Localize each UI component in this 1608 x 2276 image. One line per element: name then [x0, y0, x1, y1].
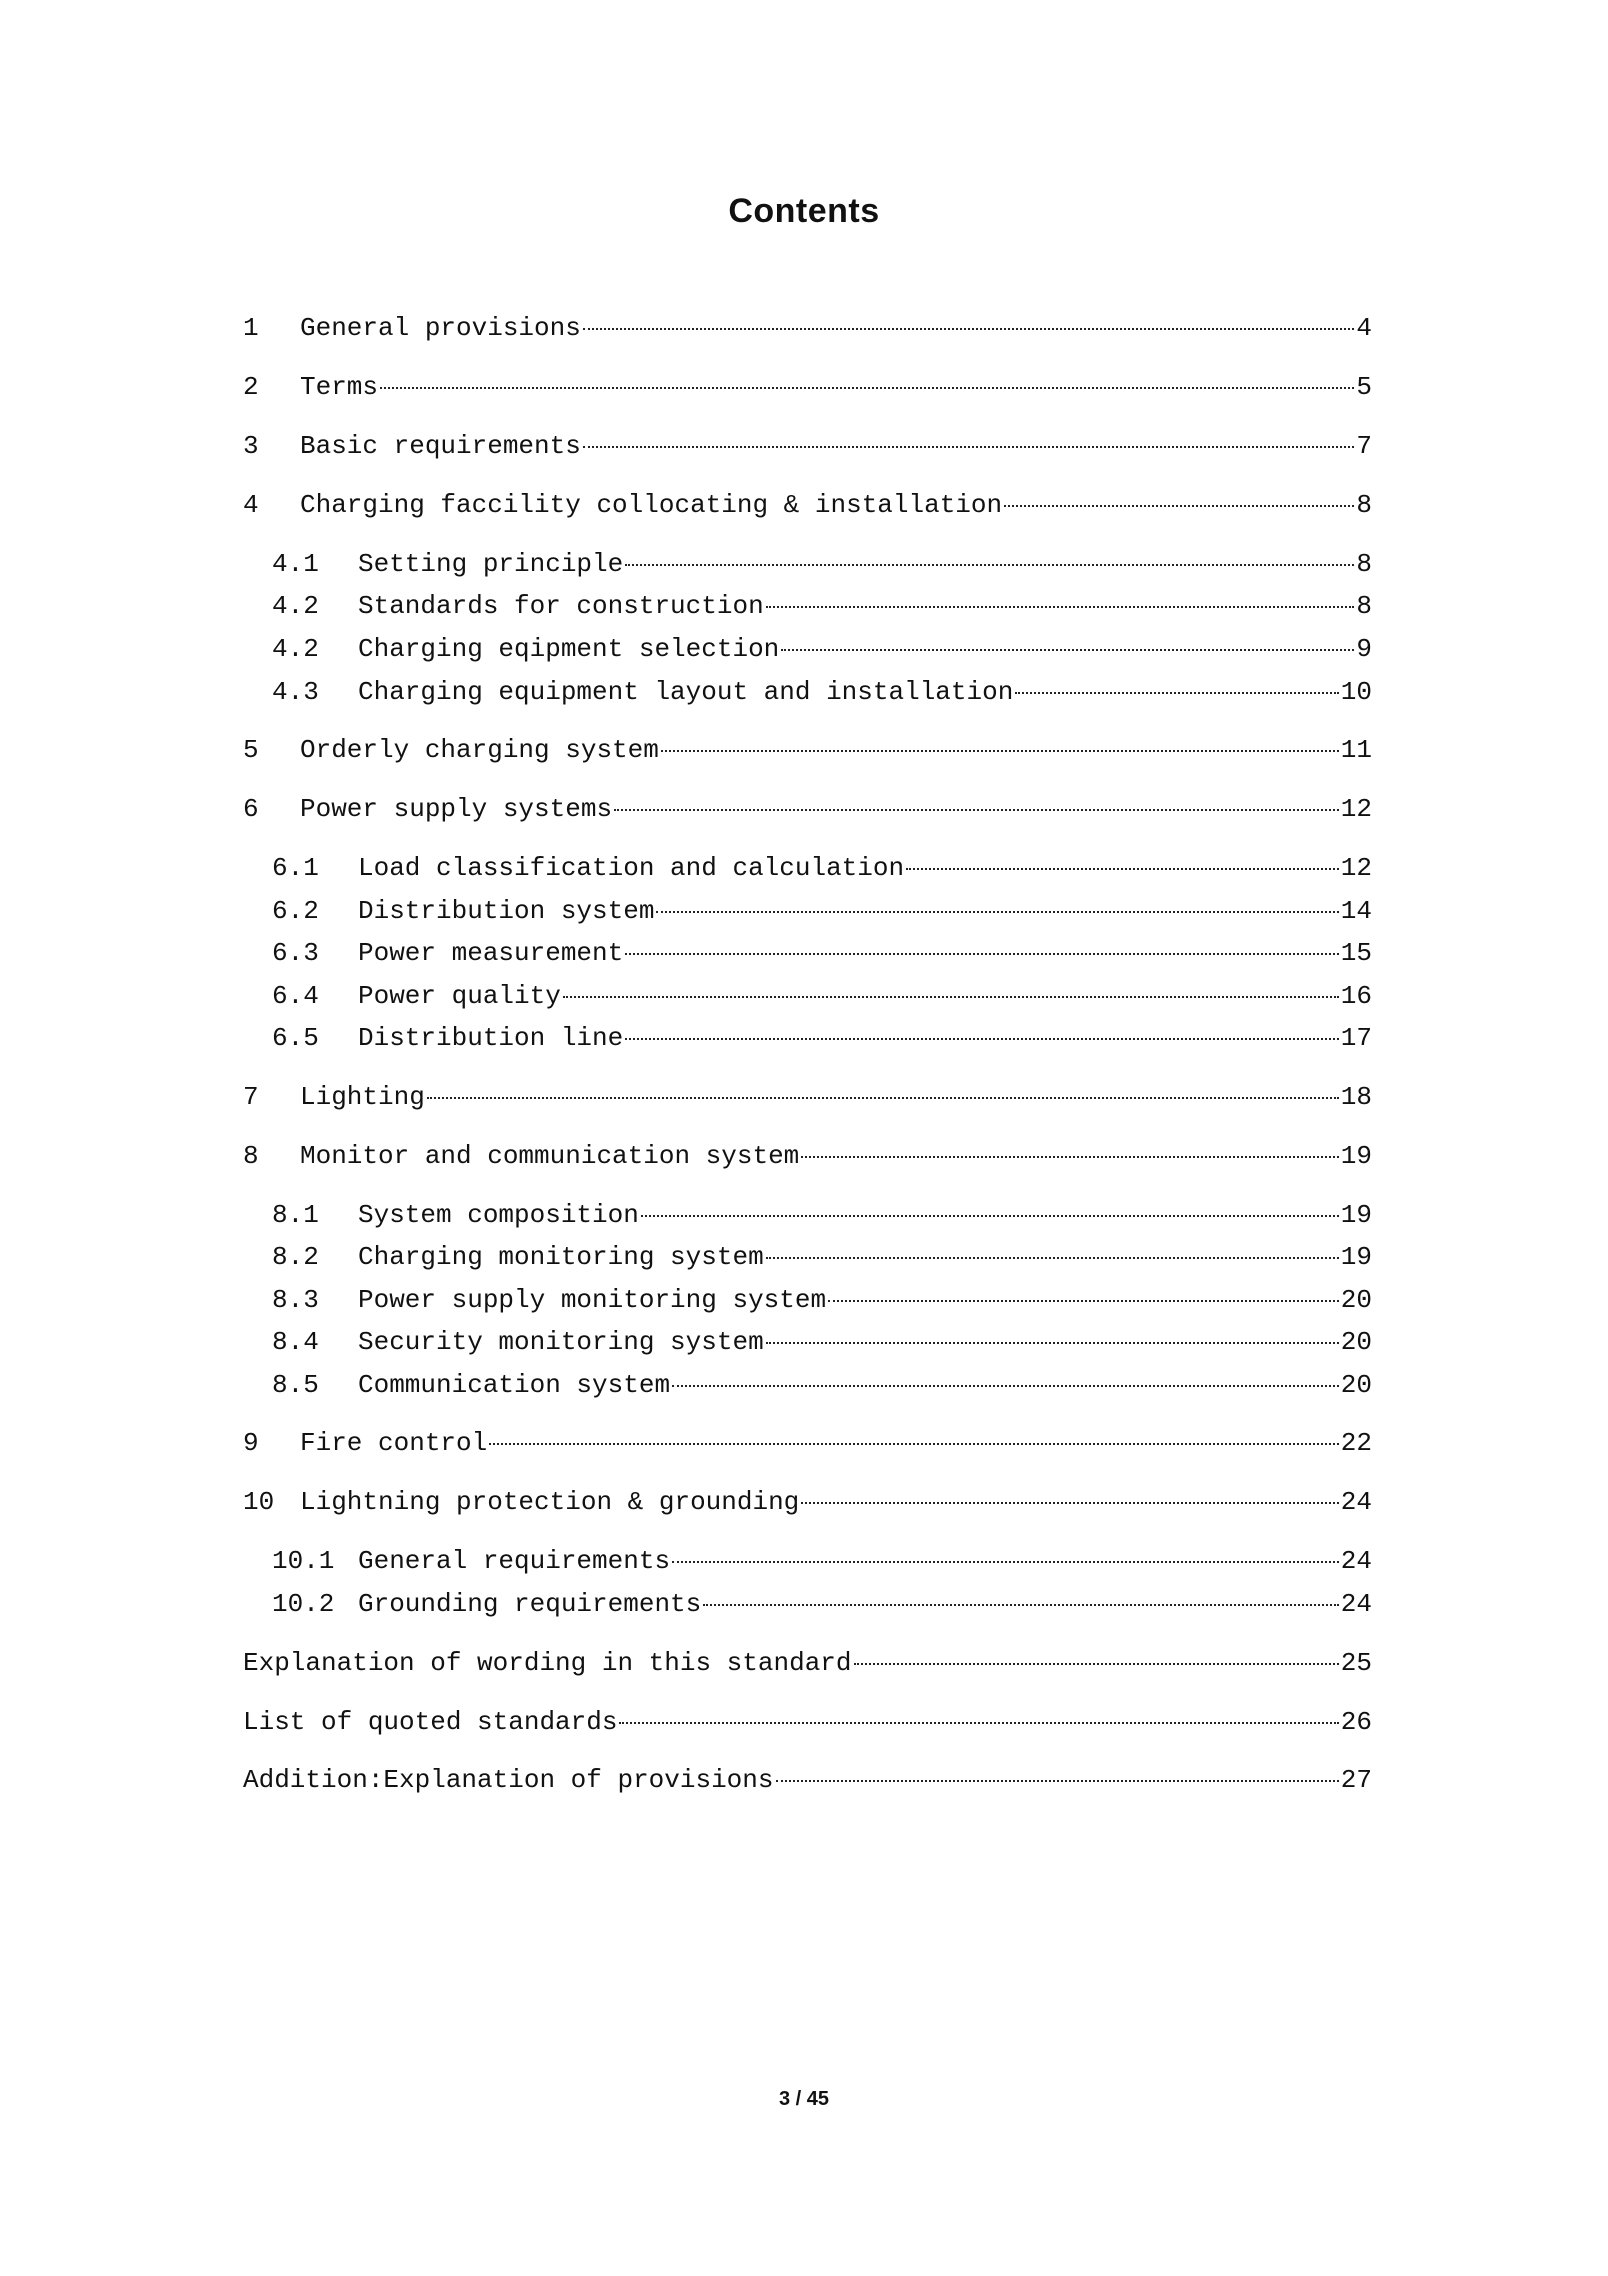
toc-entry-page: 24 — [1340, 1487, 1372, 1517]
toc-entry-label: Power supply monitoring system — [358, 1285, 827, 1315]
dot-leader — [766, 606, 1355, 608]
page-number: 3 / 45 — [778, 2088, 830, 2110]
dot-leader — [801, 1502, 1339, 1504]
dot-leader — [625, 1038, 1339, 1040]
toc-entry-page: 16 — [1340, 981, 1372, 1011]
page-title: Contents — [728, 192, 880, 230]
toc-entry-label: Orderly charging system — [300, 735, 659, 765]
toc-entry-page: 5 — [1356, 372, 1372, 402]
toc-entry-page: 14 — [1340, 896, 1372, 926]
toc-entry-quoted-standards[interactable] — [243, 1705, 1372, 1739]
toc-entry-number: 10.2 — [272, 1589, 335, 1619]
dot-leader — [781, 649, 1354, 651]
toc-entry-4-2b[interactable] — [272, 632, 1372, 666]
toc-entry-label: Power measurement — [358, 938, 624, 968]
toc-entry-8-1[interactable] — [272, 1198, 1372, 1232]
dot-leader — [427, 1097, 1339, 1099]
toc-entry-number: 6.2 — [272, 896, 319, 926]
toc-entry-number: 1 — [243, 313, 259, 343]
toc-entry-page: 18 — [1340, 1082, 1372, 1112]
dot-leader — [776, 1780, 1339, 1782]
toc-entry-number: 8 — [243, 1141, 259, 1171]
toc-entry-3[interactable] — [243, 429, 1372, 463]
toc-entry-label: Basic requirements — [300, 431, 581, 461]
toc-entry-6-4[interactable] — [272, 979, 1372, 1013]
dot-leader — [380, 387, 1354, 389]
toc-entry-number: 8.4 — [272, 1327, 319, 1357]
toc-entry-10-1[interactable] — [272, 1544, 1372, 1578]
toc-entry-8-5[interactable] — [272, 1368, 1372, 1402]
toc-entry-label: Explanation of wording in this standard — [243, 1648, 852, 1678]
toc-entry-label: Terms — [300, 372, 379, 402]
toc-entry-number: 4.2 — [272, 634, 319, 664]
toc-entry-label: Fire control — [300, 1428, 488, 1458]
dot-leader — [614, 809, 1339, 811]
toc-entry-4-3[interactable] — [272, 675, 1372, 709]
toc-entry-page: 20 — [1340, 1285, 1372, 1315]
toc-entry-page: 9 — [1356, 634, 1372, 664]
dot-leader — [828, 1300, 1339, 1302]
dot-leader — [801, 1156, 1339, 1158]
toc-entry-number: 7 — [243, 1082, 259, 1112]
dot-leader — [1004, 505, 1354, 507]
dot-leader — [656, 911, 1338, 913]
toc-entry-label: Monitor and communication system — [300, 1141, 800, 1171]
dot-leader — [625, 953, 1339, 955]
toc-entry-page: 26 — [1340, 1707, 1372, 1737]
toc-entry-label: Security monitoring system — [358, 1327, 764, 1357]
toc-entry-6-2[interactable] — [272, 894, 1372, 928]
toc-entry-label: System composition — [358, 1200, 639, 1230]
toc-entry-label: Standards for construction — [358, 591, 764, 621]
toc-entry-label: Charging eqipment selection — [358, 634, 780, 664]
toc-entry-number: 6.5 — [272, 1023, 319, 1053]
toc-entry-label: General requirements — [358, 1546, 671, 1576]
toc-entry-number: 4.2 — [272, 591, 319, 621]
toc-entry-number: 4.3 — [272, 677, 319, 707]
toc-entry-number: 6.1 — [272, 853, 319, 883]
toc-entry-label: Grounding requirements — [358, 1589, 702, 1619]
dot-leader — [672, 1385, 1339, 1387]
toc-entry-8[interactable] — [243, 1139, 1372, 1173]
toc-entry-6-1[interactable] — [272, 851, 1372, 885]
toc-entry-label: Communication system — [358, 1370, 671, 1400]
dot-leader — [854, 1663, 1339, 1665]
dot-leader — [766, 1342, 1339, 1344]
toc-entry-page: 25 — [1340, 1648, 1372, 1678]
toc-entry-number: 10.1 — [272, 1546, 335, 1576]
dot-leader — [563, 996, 1339, 998]
toc-entry-6[interactable] — [243, 792, 1372, 826]
toc-entry-label: Charging faccility collocating & installation — [300, 490, 1003, 520]
toc-entry-5[interactable] — [243, 733, 1372, 767]
toc-entry-page: 24 — [1340, 1589, 1372, 1619]
dot-leader — [625, 564, 1354, 566]
toc-entry-page: 8 — [1356, 591, 1372, 621]
toc-entry-page: 8 — [1356, 490, 1372, 520]
toc-entry-label: Lighting — [300, 1082, 425, 1112]
toc-entry-page: 19 — [1340, 1242, 1372, 1272]
toc-entry-number: 8.1 — [272, 1200, 319, 1230]
dot-leader — [906, 868, 1339, 870]
toc-entry-4[interactable] — [243, 488, 1372, 522]
dot-leader — [661, 750, 1339, 752]
toc-entry-label: List of quoted standards — [243, 1707, 618, 1737]
toc-entry-number: 6 — [243, 794, 259, 824]
toc-entry-page: 22 — [1340, 1428, 1372, 1458]
toc-entry-page: 8 — [1356, 549, 1372, 579]
toc-entry-label: Load classification and calculation — [358, 853, 905, 883]
toc-entry-number: 6.3 — [272, 938, 319, 968]
toc-entry-label: Power supply systems — [300, 794, 613, 824]
toc-entry-label: Distribution system — [358, 896, 655, 926]
toc-entry-number: 3 — [243, 431, 259, 461]
toc-entry-10[interactable] — [243, 1485, 1372, 1519]
toc-entry-page: 10 — [1340, 677, 1372, 707]
toc-entry-page: 19 — [1340, 1141, 1372, 1171]
toc-entry-page: 19 — [1340, 1200, 1372, 1230]
toc-entry-number: 6.4 — [272, 981, 319, 1011]
toc-entry-page: 7 — [1356, 431, 1372, 461]
toc-entry-label: Charging monitoring system — [358, 1242, 764, 1272]
dot-leader — [619, 1722, 1338, 1724]
toc-entry-4-1[interactable] — [272, 547, 1372, 581]
toc-entry-page: 4 — [1356, 313, 1372, 343]
toc-entry-number: 9 — [243, 1428, 259, 1458]
toc-entry-8-3[interactable] — [272, 1283, 1372, 1317]
dot-leader — [703, 1604, 1339, 1606]
toc-entry-number: 4 — [243, 490, 259, 520]
toc-entry-7[interactable] — [243, 1080, 1372, 1114]
toc-entry-page: 24 — [1340, 1546, 1372, 1576]
toc-entry-page: 20 — [1340, 1370, 1372, 1400]
toc-entry-explanation-of-wording[interactable] — [243, 1646, 1372, 1680]
toc-entry-number: 8.5 — [272, 1370, 319, 1400]
dot-leader — [1015, 692, 1338, 694]
toc-entry-page: 20 — [1340, 1327, 1372, 1357]
toc-entry-label: General provisions — [300, 313, 581, 343]
toc-entry-6-5[interactable] — [272, 1021, 1372, 1055]
toc-entry-label: Power quality — [358, 981, 561, 1011]
toc-entry-page: 15 — [1340, 938, 1372, 968]
toc-entry-number: 8.2 — [272, 1242, 319, 1272]
toc-entry-9[interactable] — [243, 1426, 1372, 1460]
dot-leader — [672, 1561, 1339, 1563]
toc-entry-label: Distribution line — [358, 1023, 624, 1053]
toc-entry-number: 2 — [243, 372, 259, 402]
dot-leader — [583, 446, 1355, 448]
dot-leader — [641, 1215, 1339, 1217]
toc-entry-label: Setting principle — [358, 549, 624, 579]
toc-entry-2[interactable] — [243, 370, 1372, 404]
toc-entry-label: Lightning protection & grounding — [300, 1487, 800, 1517]
dot-leader — [766, 1257, 1339, 1259]
toc-entry-label: Addition:Explanation of provisions — [243, 1765, 774, 1795]
toc-entry-8-2[interactable] — [272, 1240, 1372, 1274]
toc-entry-8-4[interactable] — [272, 1325, 1372, 1359]
toc-entry-1[interactable] — [243, 311, 1372, 345]
dot-leader — [489, 1443, 1339, 1445]
toc-entry-number: 5 — [243, 735, 259, 765]
toc-entry-label: Charging equipment layout and installation — [358, 677, 1014, 707]
toc-entry-number: 8.3 — [272, 1285, 319, 1315]
toc-entry-page: 12 — [1340, 794, 1372, 824]
toc-entry-page: 27 — [1340, 1765, 1372, 1795]
toc-entry-4-2[interactable] — [272, 589, 1372, 623]
dot-leader — [583, 328, 1355, 330]
toc-entry-page: 17 — [1340, 1023, 1372, 1053]
toc-entry-6-3[interactable] — [272, 936, 1372, 970]
toc-entry-10-2[interactable] — [272, 1587, 1372, 1621]
toc-entry-page: 12 — [1340, 853, 1372, 883]
toc-entry-explanation-of-provisions[interactable] — [243, 1763, 1372, 1797]
toc-entry-page: 11 — [1340, 735, 1372, 765]
toc-entry-number: 4.1 — [272, 549, 319, 579]
toc-entry-number: 10 — [243, 1487, 275, 1517]
